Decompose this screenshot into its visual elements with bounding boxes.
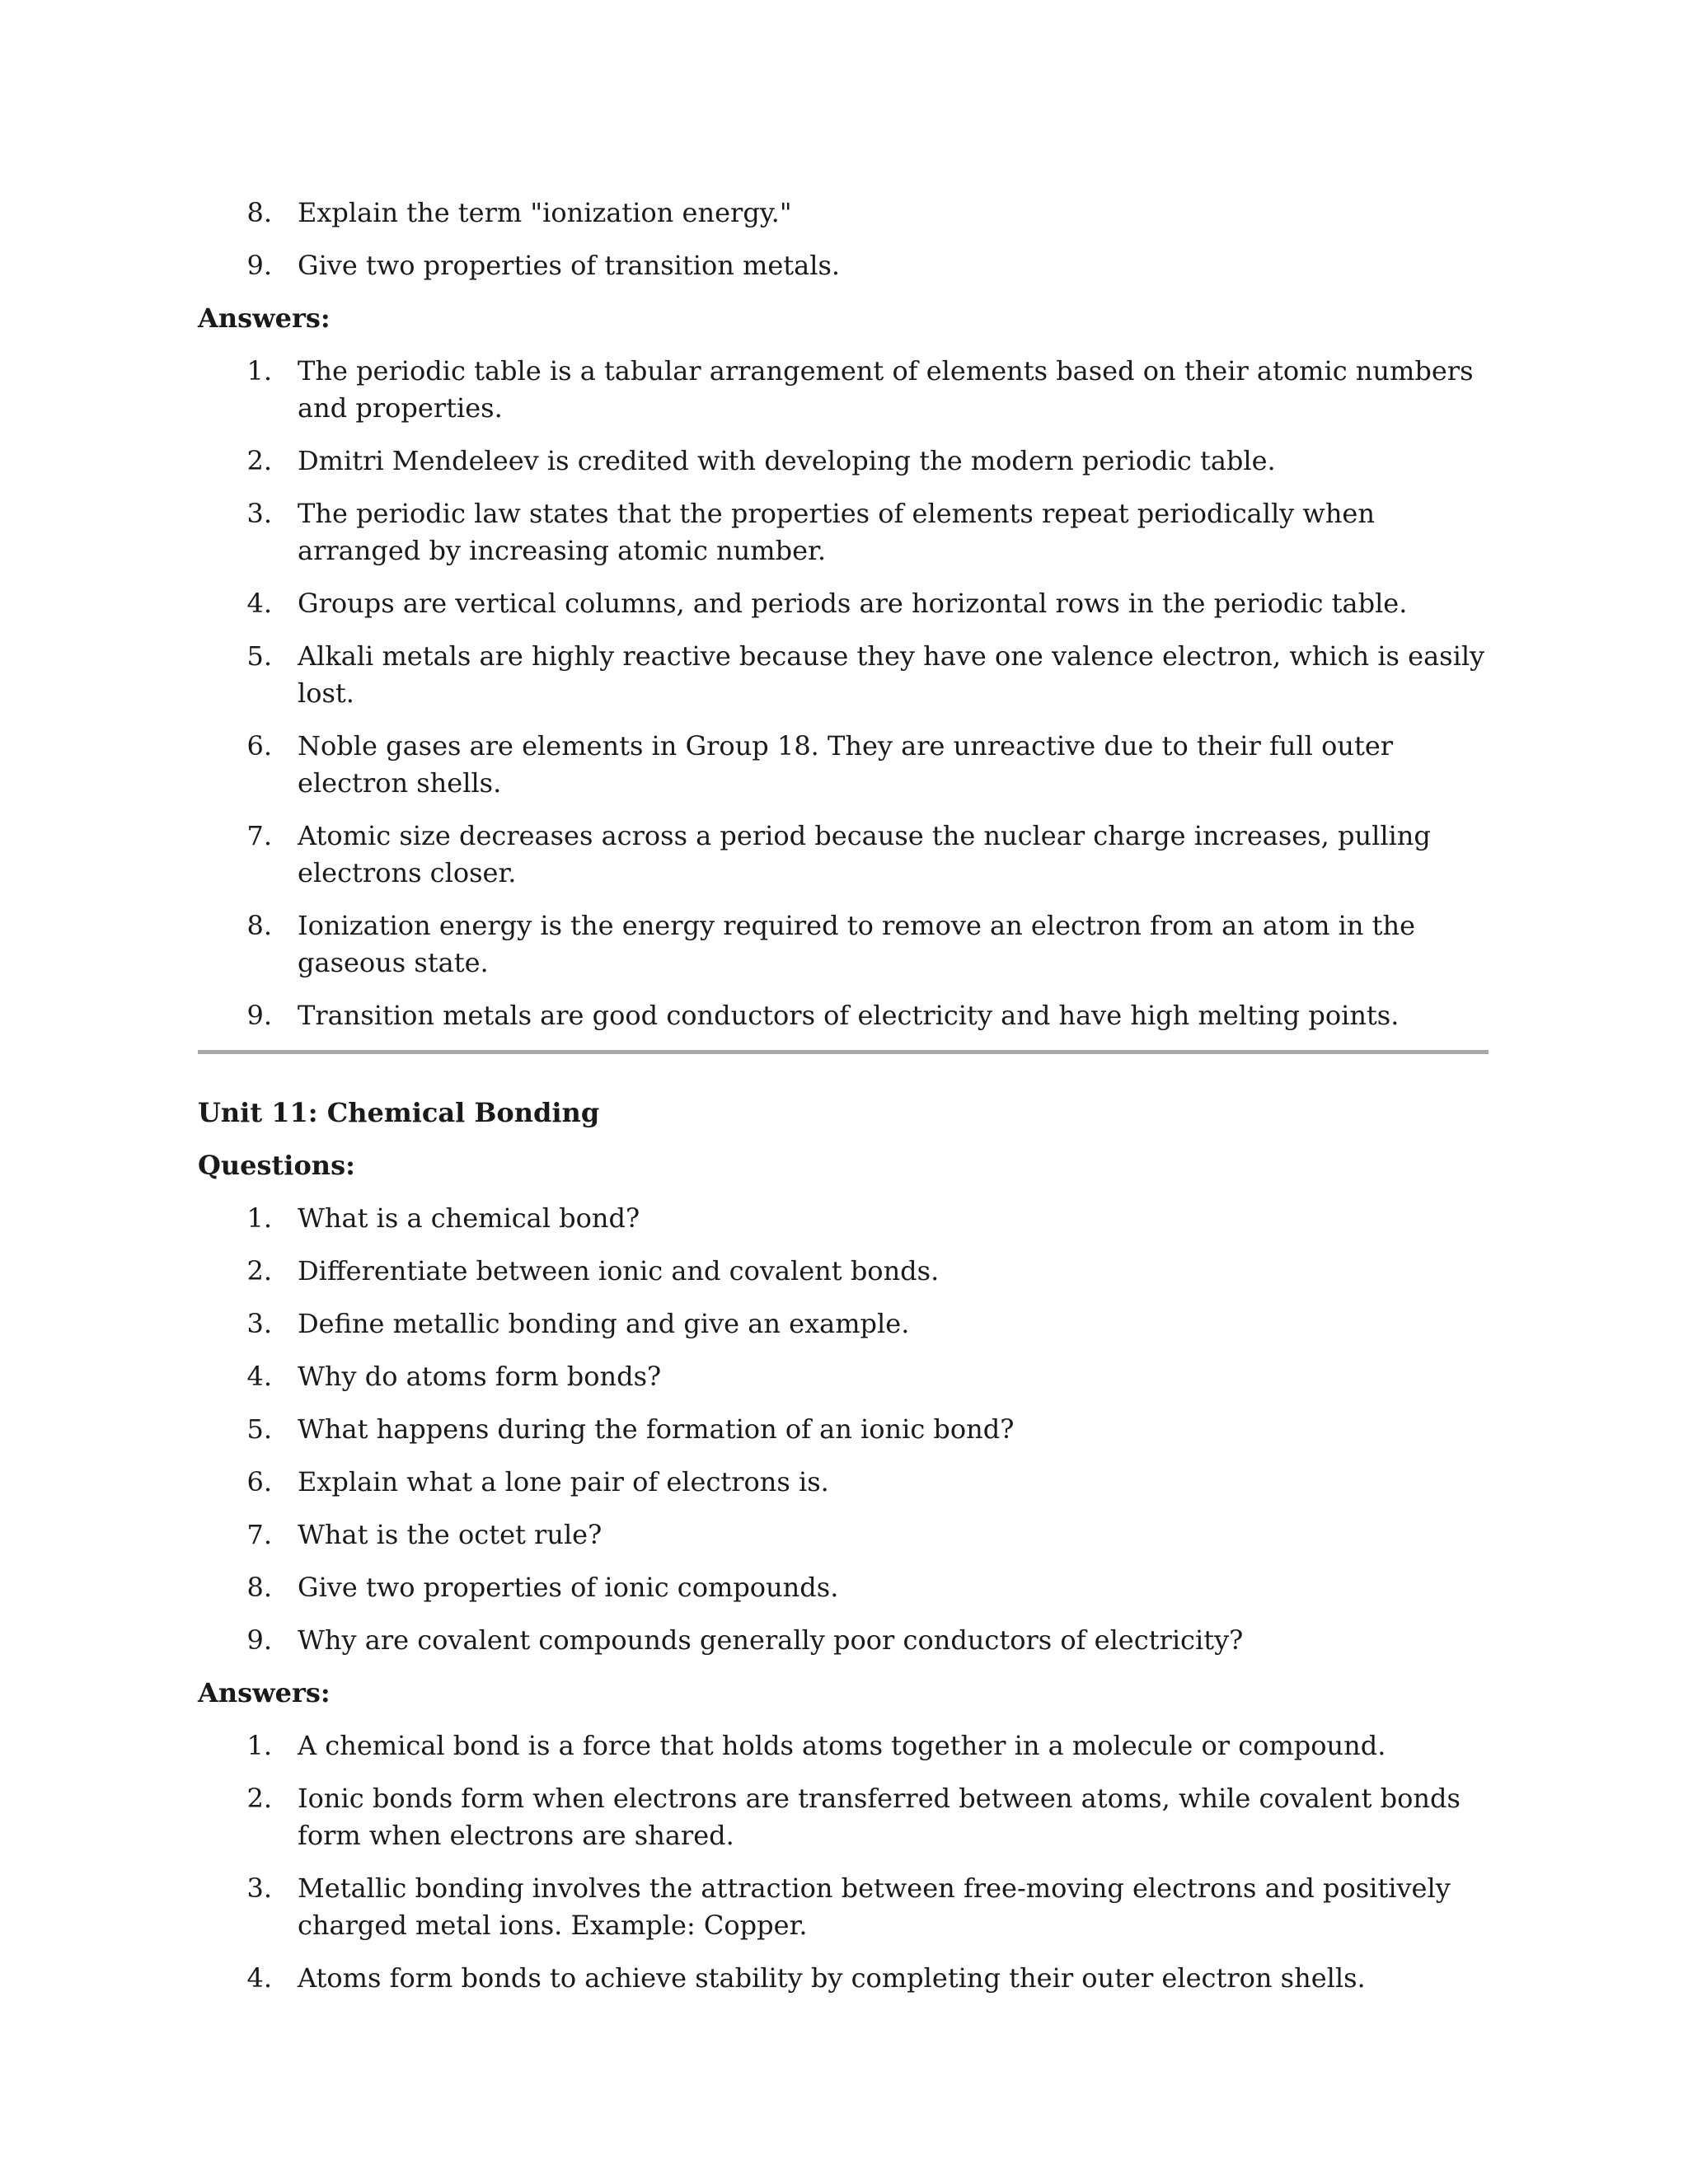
item-number: 3. (246, 1308, 272, 1339)
list-item (198, 585, 1489, 622)
item-number: 3. (246, 498, 272, 529)
item-text: Why are covalent compounds generally poor conductors of electricity? (298, 1624, 1244, 1656)
item-text: Atoms form bonds to achieve stability by completing their outer electron shells. (298, 1962, 1366, 1994)
item-text: Noble gases are elements in Group 18. They are unreactive due to their full outer electron shells. (298, 730, 1394, 799)
unit11-questions-list (198, 1200, 1489, 1659)
item-text: What is a chemical bond? (298, 1202, 640, 1234)
item-text: The periodic table is a tabular arrangement of elements based on their atomic numbers and properties. (298, 355, 1474, 424)
list-item (198, 997, 1489, 1034)
list-item (198, 1358, 1489, 1395)
unit-title: Unit 11: Chemical Bonding (198, 1097, 600, 1128)
item-text: Alkali metals are highly reactive because they have one valence electron, which is easily lost. (298, 640, 1485, 709)
item-number: 4. (246, 1962, 272, 1994)
list-item (198, 907, 1489, 982)
item-number: 9. (246, 1000, 272, 1031)
list-item (198, 353, 1489, 427)
item-number: 1. (246, 1730, 272, 1761)
list-item (198, 728, 1489, 802)
list-item (198, 1622, 1489, 1659)
item-text: Define metallic bonding and give an example. (298, 1308, 910, 1339)
section-divider (198, 1050, 1489, 1054)
item-text: Dmitri Mendeleev is credited with developing the modern periodic table. (298, 445, 1276, 476)
item-text: Why do atoms form bonds? (298, 1361, 662, 1392)
document-page (198, 194, 1489, 2013)
item-number: 2. (246, 445, 272, 476)
list-item (198, 1780, 1489, 1854)
list-item (198, 1464, 1489, 1501)
list-item (198, 818, 1489, 892)
list-item (198, 1727, 1489, 1765)
item-number: 3. (246, 1872, 272, 1904)
item-text: The periodic law states that the properties of elements repeat periodically when arranged by increasing atomic number. (298, 498, 1375, 566)
item-text: Give two properties of transition metals. (298, 250, 841, 281)
item-number: 8. (246, 1572, 272, 1603)
item-text: Ionic bonds form when electrons are transferred between atoms, while covalent bonds form when electrons are shared. (298, 1783, 1461, 1851)
item-text: Atomic size decreases across a period because the nuclear charge increases, pulling electrons closer. (298, 820, 1431, 888)
item-number: 1. (246, 1202, 272, 1234)
list-item (198, 194, 1489, 232)
item-text: A chemical bond is a force that holds atoms together in a molecule or compound. (298, 1730, 1386, 1761)
answers-heading: Answers: (198, 1677, 331, 1708)
list-item (198, 1870, 1489, 1944)
unit10-questions-list (198, 194, 1489, 284)
unit10-answers-list (198, 353, 1489, 1034)
item-number: 5. (246, 640, 272, 672)
list-item (198, 1411, 1489, 1448)
list-item (198, 1253, 1489, 1290)
item-number: 8. (246, 197, 272, 228)
item-number: 6. (246, 730, 272, 762)
list-item (198, 1516, 1489, 1554)
list-item (198, 1305, 1489, 1343)
item-number: 7. (246, 1519, 272, 1550)
list-item (198, 443, 1489, 480)
item-text: Explain what a lone pair of electrons is. (298, 1466, 829, 1497)
item-text: Differentiate between ionic and covalent bonds. (298, 1255, 940, 1286)
item-number: 1. (246, 355, 272, 387)
item-number: 2. (246, 1255, 272, 1286)
list-item (198, 1569, 1489, 1606)
item-text: Groups are vertical columns, and periods are horizontal rows in the periodic table. (298, 588, 1408, 619)
item-number: 4. (246, 1361, 272, 1392)
item-number: 5. (246, 1413, 272, 1445)
item-number: 9. (246, 1624, 272, 1656)
item-number: 7. (246, 820, 272, 851)
item-text: Transition metals are good conductors of electricity and have high melting points. (298, 1000, 1400, 1031)
item-number: 6. (246, 1466, 272, 1497)
item-text: What happens during the formation of an ionic bond? (298, 1413, 1015, 1445)
item-text: Explain the term "ionization energy." (298, 197, 792, 228)
unit11-answers-list (198, 1727, 1489, 1997)
list-item (198, 495, 1489, 569)
item-text: Metallic bonding involves the attraction between free-moving electrons and positively charged metal ions. Example: Copper. (298, 1872, 1451, 1941)
item-number: 2. (246, 1783, 272, 1814)
list-item (198, 247, 1489, 284)
item-number: 8. (246, 910, 272, 941)
list-item (198, 1960, 1489, 1997)
list-item (198, 1200, 1489, 1237)
item-text: Ionization energy is the energy required to remove an electron from an atom in the gaseous state. (298, 910, 1416, 978)
item-text: Give two properties of ionic compounds. (298, 1572, 839, 1603)
item-number: 9. (246, 250, 272, 281)
item-number: 4. (246, 588, 272, 619)
questions-heading: Questions: (198, 1150, 355, 1181)
list-item (198, 638, 1489, 712)
answers-heading: Answers: (198, 302, 331, 334)
item-text: What is the octet rule? (298, 1519, 603, 1550)
